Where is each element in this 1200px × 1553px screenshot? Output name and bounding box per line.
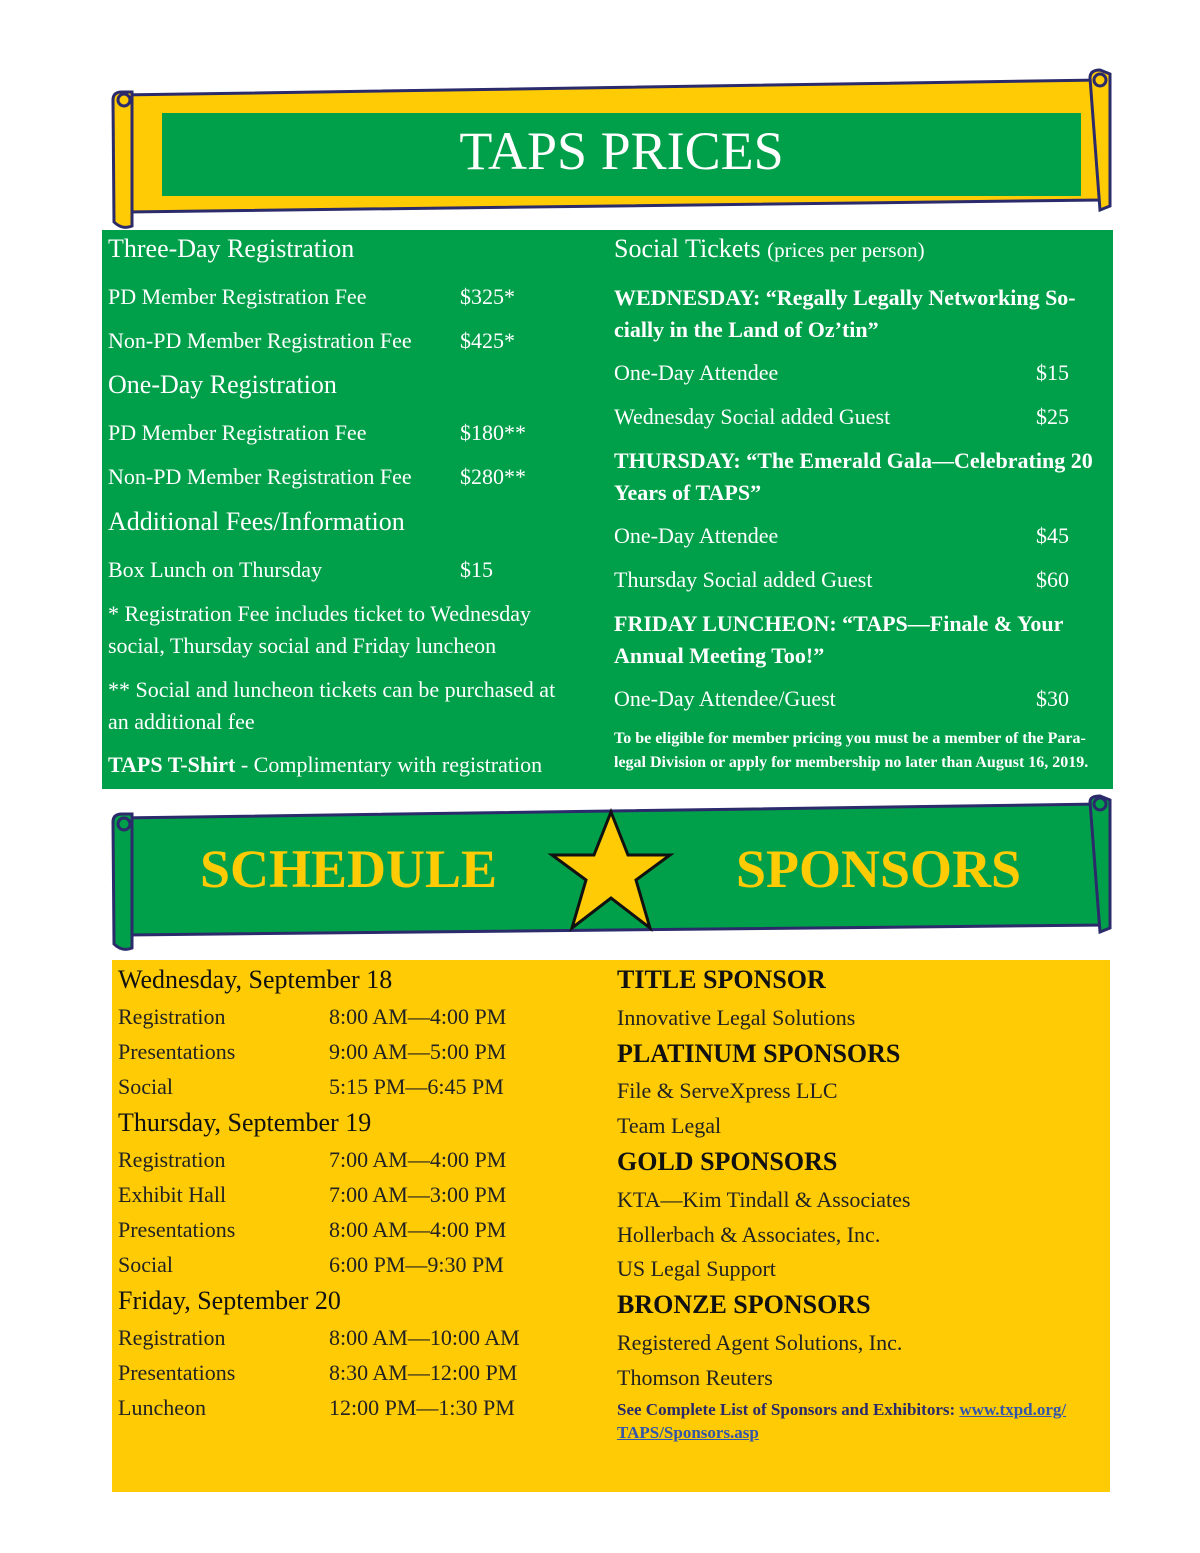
sponsor-name: File & ServeXpress LLC bbox=[617, 1078, 838, 1103]
sponsors-link-part-2[interactable]: TAPS/Sponsors.asp bbox=[617, 1423, 759, 1442]
price-label: PD Member Registration Fee bbox=[108, 284, 367, 309]
wednesday-title-line-2: cially in the Land of Oz’tin” bbox=[614, 317, 879, 342]
sponsors-title: SPONSORS bbox=[736, 839, 1022, 899]
one-day-heading: One-Day Registration bbox=[108, 370, 337, 399]
ticket-price: $30 bbox=[1036, 686, 1069, 711]
ticket-label: One-Day Attendee/Guest bbox=[614, 686, 836, 711]
price-label: PD Member Registration Fee bbox=[108, 420, 367, 445]
ticket-price: $25 bbox=[1036, 404, 1069, 429]
schedule-time: 8:30 AM—12:00 PM bbox=[329, 1360, 518, 1385]
schedule-time: 8:00 AM—4:00 PM bbox=[329, 1217, 507, 1242]
ticket-price: $15 bbox=[1036, 360, 1069, 385]
schedule-item: Presentations bbox=[118, 1360, 236, 1385]
schedule-time: 8:00 AM—10:00 AM bbox=[329, 1325, 520, 1350]
schedule-day: Wednesday, September 18 bbox=[118, 965, 393, 994]
price-value: $325* bbox=[460, 284, 515, 309]
price-label: Non-PD Member Registration Fee bbox=[108, 464, 412, 489]
price-value: $280** bbox=[460, 464, 526, 489]
ticket-label: One-Day Attendee bbox=[614, 360, 779, 385]
friday-title-line-1: FRIDAY LUNCHEON: “TAPS—Finale & Your bbox=[614, 611, 1064, 636]
social-heading-note: (prices per person) bbox=[767, 238, 925, 262]
ticket-label: Thursday Social added Guest bbox=[614, 567, 873, 592]
schedule-time: 7:00 AM—4:00 PM bbox=[329, 1147, 507, 1172]
schedule-time: 6:00 PM—9:30 PM bbox=[329, 1252, 504, 1277]
ticket-label: Wednesday Social added Guest bbox=[614, 404, 891, 429]
price-value: $425* bbox=[460, 328, 515, 353]
footnote-2-line-1: ** Social and luncheon tickets can be purchased at bbox=[108, 677, 556, 702]
price-value: $15 bbox=[460, 557, 493, 582]
footnote-2-line-2: an additional fee bbox=[108, 709, 255, 734]
sponsor-name: Hollerbach & Associates, Inc. bbox=[617, 1222, 881, 1247]
footnote-1-line-1: * Registration Fee includes ticket to Wednesday bbox=[108, 601, 532, 626]
sponsor-name: Thomson Reuters bbox=[617, 1365, 773, 1390]
schedule-item: Registration bbox=[118, 1325, 226, 1350]
schedule-item: Presentations bbox=[118, 1217, 236, 1242]
ticket-price: $60 bbox=[1036, 567, 1069, 592]
price-value: $180** bbox=[460, 420, 526, 445]
schedule-time: 12:00 PM—1:30 PM bbox=[329, 1395, 515, 1420]
wednesday-title-line-1: WEDNESDAY: “Regally Legally Networking So- bbox=[614, 285, 1076, 310]
ticket-label: One-Day Attendee bbox=[614, 523, 779, 548]
schedule-title: SCHEDULE bbox=[200, 839, 498, 899]
schedule-day: Thursday, September 19 bbox=[118, 1108, 372, 1137]
additional-heading: Additional Fees/Information bbox=[108, 507, 405, 536]
ticket-price: $45 bbox=[1036, 523, 1069, 548]
schedule-item: Social bbox=[118, 1252, 173, 1277]
thursday-title-line-1: THURSDAY: “The Emerald Gala—Celebrating 20 bbox=[614, 448, 1093, 473]
friday-title-line-2: Annual Meeting Too!” bbox=[614, 643, 825, 668]
schedule-item: Social bbox=[118, 1074, 173, 1099]
schedule-item: Exhibit Hall bbox=[118, 1182, 227, 1207]
schedule-time: 8:00 AM—4:00 PM bbox=[329, 1004, 507, 1029]
thursday-title-line-2: Years of TAPS” bbox=[614, 480, 762, 505]
bronze-sponsors-heading: BRONZE SPONSORS bbox=[617, 1290, 871, 1319]
sponsor-name: US Legal Support bbox=[617, 1256, 776, 1281]
tshirt-detail: - Complimentary with registration bbox=[235, 752, 543, 777]
sponsor-list-note-line-2 bbox=[617, 1423, 759, 1443]
price-label: Non-PD Member Registration Fee bbox=[108, 328, 412, 353]
social-heading-text: Social Tickets bbox=[614, 234, 761, 263]
tshirt-label: TAPS T-Shirt bbox=[108, 752, 236, 777]
footnote-1-line-2: social, Thursday social and Friday luncheon bbox=[108, 633, 497, 658]
gold-sponsors-heading: GOLD SPONSORS bbox=[617, 1147, 838, 1176]
sponsor-list-text: See Complete List of Sponsors and Exhibitors: bbox=[617, 1400, 960, 1419]
schedule-item: Presentations bbox=[118, 1039, 236, 1064]
schedule-item: Registration bbox=[118, 1004, 226, 1029]
sponsor-list-note bbox=[617, 1400, 1066, 1420]
sponsor-name: KTA—Kim Tindall & Associates bbox=[617, 1187, 911, 1212]
schedule-item: Registration bbox=[118, 1147, 226, 1172]
prices-title: TAPS PRICES bbox=[459, 121, 784, 181]
price-label: Box Lunch on Thursday bbox=[108, 557, 323, 582]
eligibility-line-1: To be eligible for member pricing you must be a member of the Para- bbox=[614, 730, 1086, 747]
sponsors-link-part-1[interactable]: www.txpd.org/ bbox=[959, 1400, 1067, 1419]
schedule-item: Luncheon bbox=[118, 1395, 206, 1420]
sponsor-name: Team Legal bbox=[617, 1113, 722, 1138]
schedule-day: Friday, September 20 bbox=[118, 1286, 341, 1315]
eligibility-line-2: legal Division or apply for membership no later than August 16, 2019. bbox=[614, 754, 1089, 771]
three-day-heading: Three-Day Registration bbox=[108, 234, 355, 263]
platinum-sponsors-heading: PLATINUM SPONSORS bbox=[617, 1039, 901, 1068]
schedule-time: 5:15 PM—6:45 PM bbox=[329, 1074, 504, 1099]
title-sponsor-heading: TITLE SPONSOR bbox=[617, 965, 826, 994]
sponsor-name: Innovative Legal Solutions bbox=[617, 1005, 856, 1030]
schedule-time: 7:00 AM—3:00 PM bbox=[329, 1182, 507, 1207]
schedule-time: 9:00 AM—5:00 PM bbox=[329, 1039, 507, 1064]
sponsor-name: Registered Agent Solutions, Inc. bbox=[617, 1330, 903, 1355]
